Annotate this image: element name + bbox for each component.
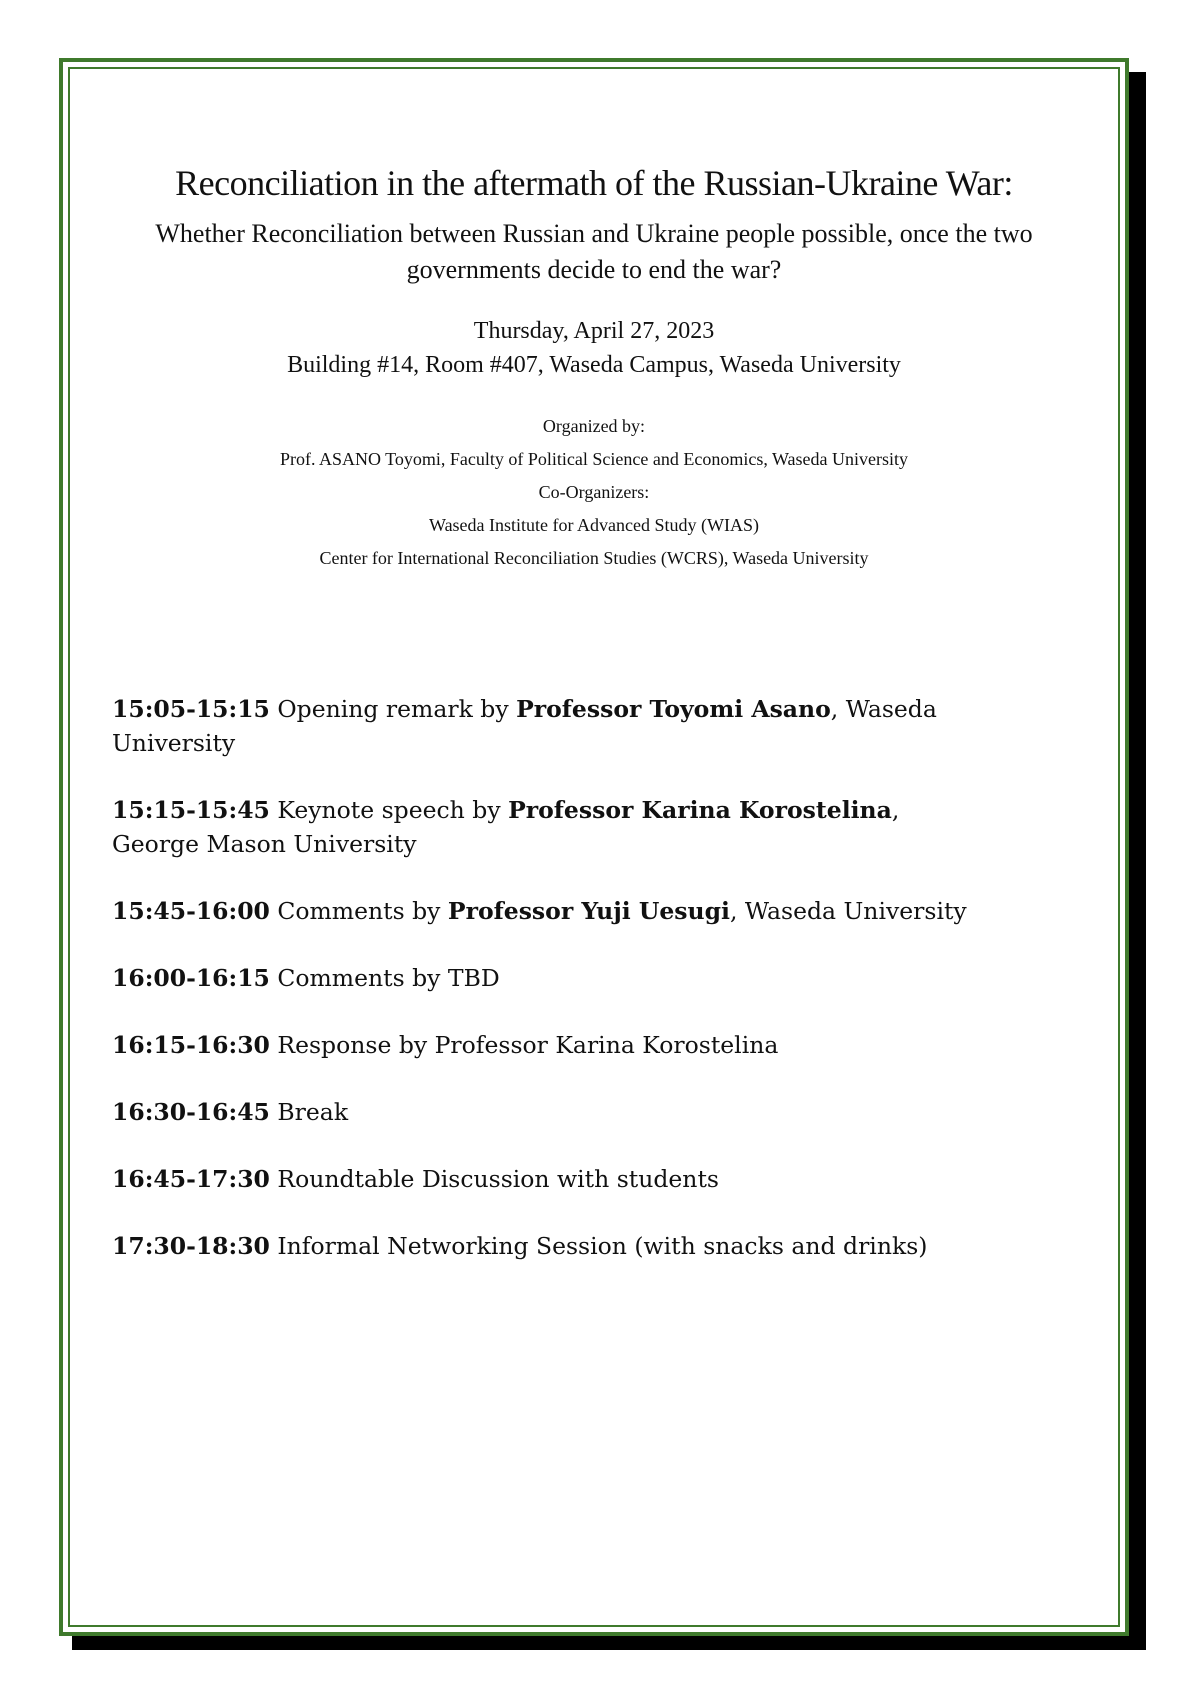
schedule-time: 16:30-16:45	[112, 1098, 270, 1126]
schedule-item	[112, 1028, 992, 1062]
co-organizers-label: Co-Organizers:	[538, 482, 650, 502]
schedule-text: Break	[269, 1098, 349, 1126]
organizers-block	[63, 410, 1125, 575]
schedule-time: 15:05-15:15	[112, 695, 270, 723]
schedule-item	[112, 793, 992, 861]
schedule-text: Roundtable Discussion with students	[269, 1165, 719, 1193]
organizer: Prof. ASANO Toyomi, Faculty of Political Science and Economics, Waseda University	[279, 449, 909, 469]
header	[63, 162, 1125, 575]
schedule-affiliation: , Waseda University	[112, 695, 937, 757]
schedule-time: 16:00-16:15	[112, 964, 270, 992]
organized-by-label: Organized by:	[542, 416, 646, 436]
page-frame	[59, 58, 1129, 1636]
schedule-text: Comments by	[269, 897, 448, 925]
schedule-text: Opening remark by	[269, 695, 517, 723]
page-subtitle: Whether Reconciliation between Russian and Ukraine people possible, once the two governments decide to end the war?	[155, 219, 1033, 284]
schedule-text: Response by Professor Karina Korostelina	[269, 1031, 779, 1059]
schedule-item	[112, 1229, 992, 1263]
schedule-speaker: Professor Karina Korostelina	[508, 796, 892, 824]
schedule-item	[112, 1162, 992, 1196]
event-location: Building #14, Room #407, Waseda Campus, Waseda University	[287, 352, 901, 378]
schedule-item	[112, 692, 992, 760]
schedule-time: 16:15-16:30	[112, 1031, 270, 1059]
schedule-item	[112, 961, 992, 995]
schedule-item	[112, 1095, 992, 1129]
schedule-time: 15:15-15:45	[112, 796, 270, 824]
schedule-text: Keynote speech by	[269, 796, 509, 824]
event-date: Thursday, April 27, 2023	[473, 318, 715, 344]
schedule-time: 17:30-18:30	[112, 1232, 270, 1260]
schedule-affiliation: , Waseda University	[729, 897, 967, 925]
co-organizer: Waseda Institute for Advanced Study (WIAS)	[429, 515, 759, 535]
schedule-time: 15:45-16:00	[112, 897, 270, 925]
schedule-text: Comments by TBD	[269, 964, 500, 992]
schedule-speaker: Professor Yuji Uesugi	[447, 897, 730, 925]
co-organizer: Center for International Reconciliation Studies (WCRS), Waseda University	[319, 548, 869, 568]
schedule-text: Informal Networking Session (with snacks and drinks)	[269, 1232, 928, 1260]
schedule-affiliation: , George Mason University	[112, 796, 900, 858]
schedule-item	[112, 894, 992, 928]
schedule-speaker: Professor Toyomi Asano	[516, 695, 831, 723]
schedule-list	[112, 692, 992, 1296]
page-title: Reconciliation in the aftermath of the Russian-Ukraine War:	[175, 163, 1013, 203]
schedule-time: 16:45-17:30	[112, 1165, 270, 1193]
